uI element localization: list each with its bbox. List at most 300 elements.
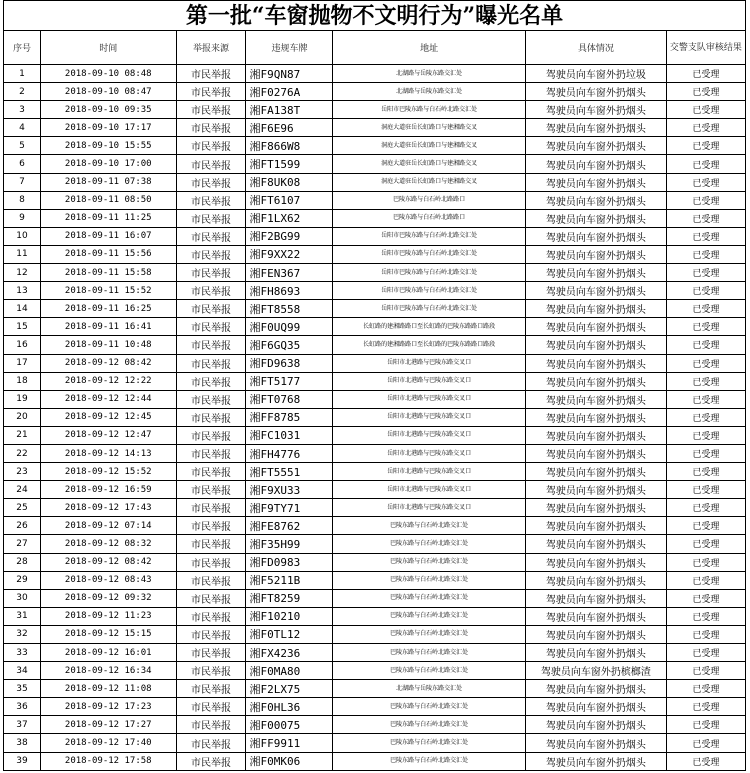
row-source: 市民举报 xyxy=(176,698,246,716)
header-plate: 违规车牌 xyxy=(246,31,333,65)
row-time: 2018-09-11 08:50 xyxy=(40,191,176,209)
row-seq: 36 xyxy=(4,698,41,716)
row-source: 市民举报 xyxy=(176,752,246,770)
row-address: 北湖路与岳陵东路交汇处 xyxy=(333,680,525,698)
row-plate: 湘F35H99 xyxy=(246,535,333,553)
row-review-result: 已受理 xyxy=(666,589,745,607)
row-time: 2018-09-12 15:52 xyxy=(40,463,176,481)
row-source: 市民举报 xyxy=(176,137,246,155)
row-seq: 16 xyxy=(4,336,41,354)
table-row xyxy=(4,517,746,535)
row-address: 岳阳市巴陵东路与白石岭北路交汇处 xyxy=(333,264,525,282)
row-source: 市民举报 xyxy=(176,101,246,119)
row-address: 巴陵东路与白石岭北路交汇处 xyxy=(333,734,525,752)
row-seq: 4 xyxy=(4,119,41,137)
row-source: 市民举报 xyxy=(176,155,246,173)
row-plate: 湘FH4776 xyxy=(246,444,333,462)
row-source: 市民举报 xyxy=(176,300,246,318)
row-review-result: 已受理 xyxy=(666,155,745,173)
row-details: 驾驶员向车窗外扔烟头 xyxy=(525,698,666,716)
row-time: 2018-09-11 16:25 xyxy=(40,300,176,318)
table-row xyxy=(4,535,746,553)
row-details: 驾驶员向车窗外扔烟头 xyxy=(525,227,666,245)
table-row xyxy=(4,155,746,173)
row-time: 2018-09-12 17:43 xyxy=(40,499,176,517)
row-plate: 湘F6E96 xyxy=(246,119,333,137)
table-body xyxy=(4,65,746,771)
row-address: 巴陵东路与白石岭北路交汇处 xyxy=(333,662,525,680)
row-review-result: 已受理 xyxy=(666,264,745,282)
row-seq: 39 xyxy=(4,752,41,770)
row-time: 2018-09-12 12:45 xyxy=(40,408,176,426)
table-row xyxy=(4,426,746,444)
row-review-result: 已受理 xyxy=(666,282,745,300)
row-details: 驾驶员向车窗外扔烟头 xyxy=(525,119,666,137)
row-plate: 湘FF8785 xyxy=(246,408,333,426)
row-address: 巴陵东路与白石岭北路路口 xyxy=(333,209,525,227)
table-row xyxy=(4,607,746,625)
row-plate: 湘F0MA80 xyxy=(246,662,333,680)
header-row xyxy=(4,31,746,65)
row-source: 市民举报 xyxy=(176,336,246,354)
table-row xyxy=(4,318,746,336)
row-time: 2018-09-11 15:56 xyxy=(40,245,176,263)
row-review-result: 已受理 xyxy=(666,83,745,101)
row-review-result: 已受理 xyxy=(666,426,745,444)
table-row xyxy=(4,680,746,698)
row-address: 北湖路与岳陵东路交汇处 xyxy=(333,65,525,83)
table-row xyxy=(4,83,746,101)
row-time: 2018-09-11 07:38 xyxy=(40,173,176,191)
row-review-result: 已受理 xyxy=(666,191,745,209)
row-plate: 湘F6GQ35 xyxy=(246,336,333,354)
header-review-result: 交警支队审核结果 xyxy=(666,31,745,65)
row-review-result: 已受理 xyxy=(666,625,745,643)
row-source: 市民举报 xyxy=(176,499,246,517)
row-time: 2018-09-12 11:23 xyxy=(40,607,176,625)
row-time: 2018-09-11 15:52 xyxy=(40,282,176,300)
row-review-result: 已受理 xyxy=(666,553,745,571)
row-plate: 湘F0TL12 xyxy=(246,625,333,643)
table-row xyxy=(4,65,746,83)
row-details: 驾驶员向车窗外扔烟头 xyxy=(525,137,666,155)
row-time: 2018-09-11 15:58 xyxy=(40,264,176,282)
row-review-result: 已受理 xyxy=(666,354,745,372)
row-seq: 14 xyxy=(4,300,41,318)
row-time: 2018-09-12 14:13 xyxy=(40,444,176,462)
row-source: 市民举报 xyxy=(176,680,246,698)
row-address: 长虹路的建湘路路口至长虹路的巴陵东路路口路段 xyxy=(333,318,525,336)
row-address: 岳阳市北港路与巴陵东路交叉口 xyxy=(333,481,525,499)
row-plate: 湘FT6107 xyxy=(246,191,333,209)
row-details: 驾驶员向车窗外扔烟头 xyxy=(525,716,666,734)
row-address: 岳阳市巴陵东路与白石岭北路交汇处 xyxy=(333,227,525,245)
row-seq: 17 xyxy=(4,354,41,372)
row-plate: 湘F0UQ99 xyxy=(246,318,333,336)
row-plate: 湘F9TY71 xyxy=(246,499,333,517)
row-plate: 湘F2LX75 xyxy=(246,680,333,698)
row-source: 市民举报 xyxy=(176,209,246,227)
row-address: 岳阳市巴陵东路与白石岭北路交汇处 xyxy=(333,101,525,119)
row-details: 驾驶员向车窗外扔烟头 xyxy=(525,101,666,119)
row-details: 驾驶员向车窗外扔烟头 xyxy=(525,644,666,662)
row-address: 长虹路的建湘路路口至长虹路的巴陵东路路口路段 xyxy=(333,336,525,354)
table-row xyxy=(4,698,746,716)
row-seq: 32 xyxy=(4,625,41,643)
row-review-result: 已受理 xyxy=(666,499,745,517)
row-time: 2018-09-12 08:32 xyxy=(40,535,176,553)
row-source: 市民举报 xyxy=(176,571,246,589)
row-source: 市民举报 xyxy=(176,716,246,734)
row-seq: 13 xyxy=(4,282,41,300)
row-plate: 湘FC1031 xyxy=(246,426,333,444)
row-source: 市民举报 xyxy=(176,390,246,408)
row-details: 驾驶员向车窗外扔烟头 xyxy=(525,463,666,481)
row-address: 岳阳市巴陵东路与白石岭北路交汇处 xyxy=(333,245,525,263)
row-source: 市民举报 xyxy=(176,644,246,662)
row-details: 驾驶员向车窗外扔烟头 xyxy=(525,752,666,770)
header-address: 地址 xyxy=(333,31,525,65)
row-seq: 12 xyxy=(4,264,41,282)
table-row xyxy=(4,137,746,155)
row-time: 2018-09-12 08:42 xyxy=(40,553,176,571)
row-review-result: 已受理 xyxy=(666,734,745,752)
row-seq: 8 xyxy=(4,191,41,209)
row-details: 驾驶员向车窗外扔烟头 xyxy=(525,607,666,625)
table-row xyxy=(4,752,746,770)
row-review-result: 已受理 xyxy=(666,173,745,191)
row-address: 岳阳市北港路与巴陵东路交叉口 xyxy=(333,499,525,517)
row-review-result: 已受理 xyxy=(666,318,745,336)
row-seq: 15 xyxy=(4,318,41,336)
row-details: 驾驶员向车窗外扔烟头 xyxy=(525,734,666,752)
row-review-result: 已受理 xyxy=(666,481,745,499)
table-row xyxy=(4,264,746,282)
exposure-table xyxy=(3,30,746,771)
table-row xyxy=(4,444,746,462)
row-review-result: 已受理 xyxy=(666,119,745,137)
row-plate: 湘FEN367 xyxy=(246,264,333,282)
table-row xyxy=(4,662,746,680)
row-plate: 湘F9XX22 xyxy=(246,245,333,263)
row-review-result: 已受理 xyxy=(666,137,745,155)
row-source: 市民举报 xyxy=(176,589,246,607)
row-address: 巴陵东路与白石岭北路交汇处 xyxy=(333,535,525,553)
row-source: 市民举报 xyxy=(176,65,246,83)
row-seq: 5 xyxy=(4,137,41,155)
table-row xyxy=(4,101,746,119)
table-header xyxy=(4,31,746,65)
row-review-result: 已受理 xyxy=(666,372,745,390)
row-address: 岳阳市北港路与巴陵东路交叉口 xyxy=(333,390,525,408)
row-details: 驾驶员向车窗外扔烟头 xyxy=(525,571,666,589)
row-details: 驾驶员向车窗外扔垃圾 xyxy=(525,65,666,83)
row-time: 2018-09-12 17:23 xyxy=(40,698,176,716)
row-details: 驾驶员向车窗外扔烟头 xyxy=(525,553,666,571)
table-row xyxy=(4,354,746,372)
row-details: 驾驶员向车窗外扔烟头 xyxy=(525,318,666,336)
row-time: 2018-09-11 16:41 xyxy=(40,318,176,336)
row-review-result: 已受理 xyxy=(666,209,745,227)
row-review-result: 已受理 xyxy=(666,245,745,263)
row-address: 巴陵东路与白石岭北路交汇处 xyxy=(333,517,525,535)
row-details: 驾驶员向车窗外扔烟头 xyxy=(525,390,666,408)
row-address: 洞庭大道驻岳长虹路口与建湘路交叉 xyxy=(333,119,525,137)
table-row xyxy=(4,173,746,191)
row-source: 市民举报 xyxy=(176,282,246,300)
row-address: 岳阳市巴陵东路与白石岭北路交汇处 xyxy=(333,300,525,318)
row-time: 2018-09-10 17:00 xyxy=(40,155,176,173)
row-address: 巴陵东路与白石岭北路交汇处 xyxy=(333,607,525,625)
row-review-result: 已受理 xyxy=(666,65,745,83)
row-details: 驾驶员向车窗外扔烟头 xyxy=(525,300,666,318)
table-row xyxy=(4,282,746,300)
row-plate: 湘FD0983 xyxy=(246,553,333,571)
row-details: 驾驶员向车窗外扔烟头 xyxy=(525,264,666,282)
row-details: 驾驶员向车窗外扔烟头 xyxy=(525,426,666,444)
row-time: 2018-09-12 17:40 xyxy=(40,734,176,752)
row-address: 岳阳市北港路与巴陵东路交叉口 xyxy=(333,354,525,372)
table-row xyxy=(4,408,746,426)
row-review-result: 已受理 xyxy=(666,607,745,625)
row-source: 市民举报 xyxy=(176,173,246,191)
row-address: 巴陵东路与白石岭北路交汇处 xyxy=(333,625,525,643)
row-address: 巴陵东路与白石岭北路交汇处 xyxy=(333,698,525,716)
row-review-result: 已受理 xyxy=(666,716,745,734)
row-address: 巴陵东路与白石岭北路交汇处 xyxy=(333,553,525,571)
row-seq: 10 xyxy=(4,227,41,245)
row-review-result: 已受理 xyxy=(666,571,745,589)
row-plate: 湘F00075 xyxy=(246,716,333,734)
row-source: 市民举报 xyxy=(176,481,246,499)
row-time: 2018-09-12 12:47 xyxy=(40,426,176,444)
row-address: 岳阳市北港路与巴陵东路交叉口 xyxy=(333,463,525,481)
row-seq: 1 xyxy=(4,65,41,83)
row-seq: 7 xyxy=(4,173,41,191)
row-review-result: 已受理 xyxy=(666,227,745,245)
row-seq: 2 xyxy=(4,83,41,101)
row-plate: 湘FT0768 xyxy=(246,390,333,408)
row-seq: 35 xyxy=(4,680,41,698)
row-address: 洞庭大道驻岳长虹路口与建湘路交叉 xyxy=(333,155,525,173)
row-seq: 27 xyxy=(4,535,41,553)
table-row xyxy=(4,245,746,263)
row-details: 驾驶员向车窗外扔烟头 xyxy=(525,336,666,354)
row-plate: 湘FA138T xyxy=(246,101,333,119)
row-address: 岳阳市北港路与巴陵东路交叉口 xyxy=(333,408,525,426)
row-plate: 湘FT1599 xyxy=(246,155,333,173)
row-address: 岳阳市巴陵东路与白石岭北路交汇处 xyxy=(333,282,525,300)
row-address: 巴陵东路与白石岭北路交汇处 xyxy=(333,752,525,770)
row-source: 市民举报 xyxy=(176,354,246,372)
row-time: 2018-09-12 16:01 xyxy=(40,644,176,662)
row-seq: 34 xyxy=(4,662,41,680)
row-seq: 23 xyxy=(4,463,41,481)
row-seq: 28 xyxy=(4,553,41,571)
row-source: 市民举报 xyxy=(176,535,246,553)
row-plate: 湘F866W8 xyxy=(246,137,333,155)
row-plate: 湘FX4236 xyxy=(246,644,333,662)
row-source: 市民举报 xyxy=(176,408,246,426)
row-source: 市民举报 xyxy=(176,463,246,481)
table-row xyxy=(4,481,746,499)
row-plate: 湘F0MK06 xyxy=(246,752,333,770)
row-details: 驾驶员向车窗外扔烟头 xyxy=(525,191,666,209)
row-details: 驾驶员向车窗外扔烟头 xyxy=(525,282,666,300)
table-row xyxy=(4,571,746,589)
row-source: 市民举报 xyxy=(176,553,246,571)
row-time: 2018-09-10 09:35 xyxy=(40,101,176,119)
table-row xyxy=(4,227,746,245)
row-source: 市民举报 xyxy=(176,119,246,137)
row-address: 岳阳市北港路与巴陵东路交叉口 xyxy=(333,444,525,462)
row-plate: 湘FT8259 xyxy=(246,589,333,607)
row-source: 市民举报 xyxy=(176,372,246,390)
row-address: 岳阳市北港路与巴陵东路交叉口 xyxy=(333,372,525,390)
row-plate: 湘FE8762 xyxy=(246,517,333,535)
row-plate: 湘FD9638 xyxy=(246,354,333,372)
row-details: 驾驶员向车窗外扔烟头 xyxy=(525,354,666,372)
row-review-result: 已受理 xyxy=(666,752,745,770)
row-time: 2018-09-12 07:14 xyxy=(40,517,176,535)
row-review-result: 已受理 xyxy=(666,101,745,119)
row-seq: 30 xyxy=(4,589,41,607)
table-row xyxy=(4,300,746,318)
row-address: 巴陵东路与白石岭北路交汇处 xyxy=(333,571,525,589)
table-row xyxy=(4,119,746,137)
row-time: 2018-09-10 15:55 xyxy=(40,137,176,155)
row-seq: 18 xyxy=(4,372,41,390)
row-source: 市民举报 xyxy=(176,517,246,535)
row-seq: 37 xyxy=(4,716,41,734)
row-address: 巴陵东路与白石岭北路交汇处 xyxy=(333,644,525,662)
row-seq: 29 xyxy=(4,571,41,589)
row-time: 2018-09-12 17:27 xyxy=(40,716,176,734)
header-seq: 序号 xyxy=(4,31,41,65)
row-details: 驾驶员向车窗外扔烟头 xyxy=(525,155,666,173)
row-details: 驾驶员向车窗外扔烟头 xyxy=(525,209,666,227)
table-row xyxy=(4,589,746,607)
row-time: 2018-09-11 11:25 xyxy=(40,209,176,227)
row-review-result: 已受理 xyxy=(666,444,745,462)
row-plate: 湘F0HL36 xyxy=(246,698,333,716)
row-seq: 9 xyxy=(4,209,41,227)
row-review-result: 已受理 xyxy=(666,698,745,716)
row-plate: 湘FT5177 xyxy=(246,372,333,390)
row-plate: 湘FH8693 xyxy=(246,282,333,300)
row-source: 市民举报 xyxy=(176,426,246,444)
row-review-result: 已受理 xyxy=(666,300,745,318)
row-plate: 湘F5211B xyxy=(246,571,333,589)
row-details: 驾驶员向车窗外扔烟头 xyxy=(525,680,666,698)
row-review-result: 已受理 xyxy=(666,662,745,680)
row-plate: 湘F2BG99 xyxy=(246,227,333,245)
table-row xyxy=(4,553,746,571)
row-time: 2018-09-10 08:47 xyxy=(40,83,176,101)
row-plate: 湘F10210 xyxy=(246,607,333,625)
row-time: 2018-09-12 09:32 xyxy=(40,589,176,607)
table-row xyxy=(4,209,746,227)
row-details: 驾驶员向车窗外扔烟头 xyxy=(525,481,666,499)
row-time: 2018-09-12 08:43 xyxy=(40,571,176,589)
row-seq: 3 xyxy=(4,101,41,119)
row-seq: 20 xyxy=(4,408,41,426)
row-address: 北湖路与岳陵东路交汇处 xyxy=(333,83,525,101)
table-row xyxy=(4,372,746,390)
row-plate: 湘F0276A xyxy=(246,83,333,101)
row-seq: 21 xyxy=(4,426,41,444)
row-source: 市民举报 xyxy=(176,662,246,680)
row-seq: 26 xyxy=(4,517,41,535)
table-row xyxy=(4,625,746,643)
row-plate: 湘F9XU33 xyxy=(246,481,333,499)
row-review-result: 已受理 xyxy=(666,517,745,535)
row-review-result: 已受理 xyxy=(666,535,745,553)
row-plate: 湘FF9911 xyxy=(246,734,333,752)
row-time: 2018-09-12 17:58 xyxy=(40,752,176,770)
row-time: 2018-09-12 11:08 xyxy=(40,680,176,698)
row-review-result: 已受理 xyxy=(666,336,745,354)
row-details: 驾驶员向车窗外扔烟头 xyxy=(525,408,666,426)
row-time: 2018-09-12 08:42 xyxy=(40,354,176,372)
row-plate: 湘F9QN87 xyxy=(246,65,333,83)
row-seq: 22 xyxy=(4,444,41,462)
row-plate: 湘FT5551 xyxy=(246,463,333,481)
table-row xyxy=(4,191,746,209)
row-source: 市民举报 xyxy=(176,734,246,752)
row-time: 2018-09-12 12:44 xyxy=(40,390,176,408)
row-details: 驾驶员向车窗外扔烟头 xyxy=(525,83,666,101)
row-time: 2018-09-11 10:48 xyxy=(40,336,176,354)
row-seq: 38 xyxy=(4,734,41,752)
row-review-result: 已受理 xyxy=(666,680,745,698)
row-details: 驾驶员向车窗外扔烟头 xyxy=(525,372,666,390)
row-review-result: 已受理 xyxy=(666,408,745,426)
row-source: 市民举报 xyxy=(176,83,246,101)
row-details: 驾驶员向车窗外扔烟头 xyxy=(525,517,666,535)
row-review-result: 已受理 xyxy=(666,644,745,662)
row-source: 市民举报 xyxy=(176,625,246,643)
row-time: 2018-09-12 15:15 xyxy=(40,625,176,643)
row-address: 巴陵东路与白石岭北路交汇处 xyxy=(333,716,525,734)
row-review-result: 已受理 xyxy=(666,390,745,408)
row-source: 市民举报 xyxy=(176,318,246,336)
row-source: 市民举报 xyxy=(176,191,246,209)
row-source: 市民举报 xyxy=(176,245,246,263)
table-row xyxy=(4,734,746,752)
row-address: 巴陵东路与白石岭北路交汇处 xyxy=(333,589,525,607)
row-time: 2018-09-11 16:07 xyxy=(40,227,176,245)
row-seq: 6 xyxy=(4,155,41,173)
row-seq: 31 xyxy=(4,607,41,625)
row-details: 驾驶员向车窗外扔烟头 xyxy=(525,589,666,607)
header-details: 具体情况 xyxy=(525,31,666,65)
row-details: 驾驶员向车窗外扔槟榔渣 xyxy=(525,662,666,680)
table-row xyxy=(4,644,746,662)
table-row xyxy=(4,499,746,517)
row-plate: 湘FT8558 xyxy=(246,300,333,318)
row-seq: 25 xyxy=(4,499,41,517)
row-address: 巴陵东路与白石岭北路路口 xyxy=(333,191,525,209)
row-time: 2018-09-12 12:22 xyxy=(40,372,176,390)
row-details: 驾驶员向车窗外扔烟头 xyxy=(525,625,666,643)
row-plate: 湘F8UK08 xyxy=(246,173,333,191)
row-seq: 11 xyxy=(4,245,41,263)
row-source: 市民举报 xyxy=(176,607,246,625)
row-details: 驾驶员向车窗外扔烟头 xyxy=(525,499,666,517)
row-address: 洞庭大道驻岳长虹路口与建湘路交叉 xyxy=(333,137,525,155)
header-source: 举报来源 xyxy=(176,31,246,65)
